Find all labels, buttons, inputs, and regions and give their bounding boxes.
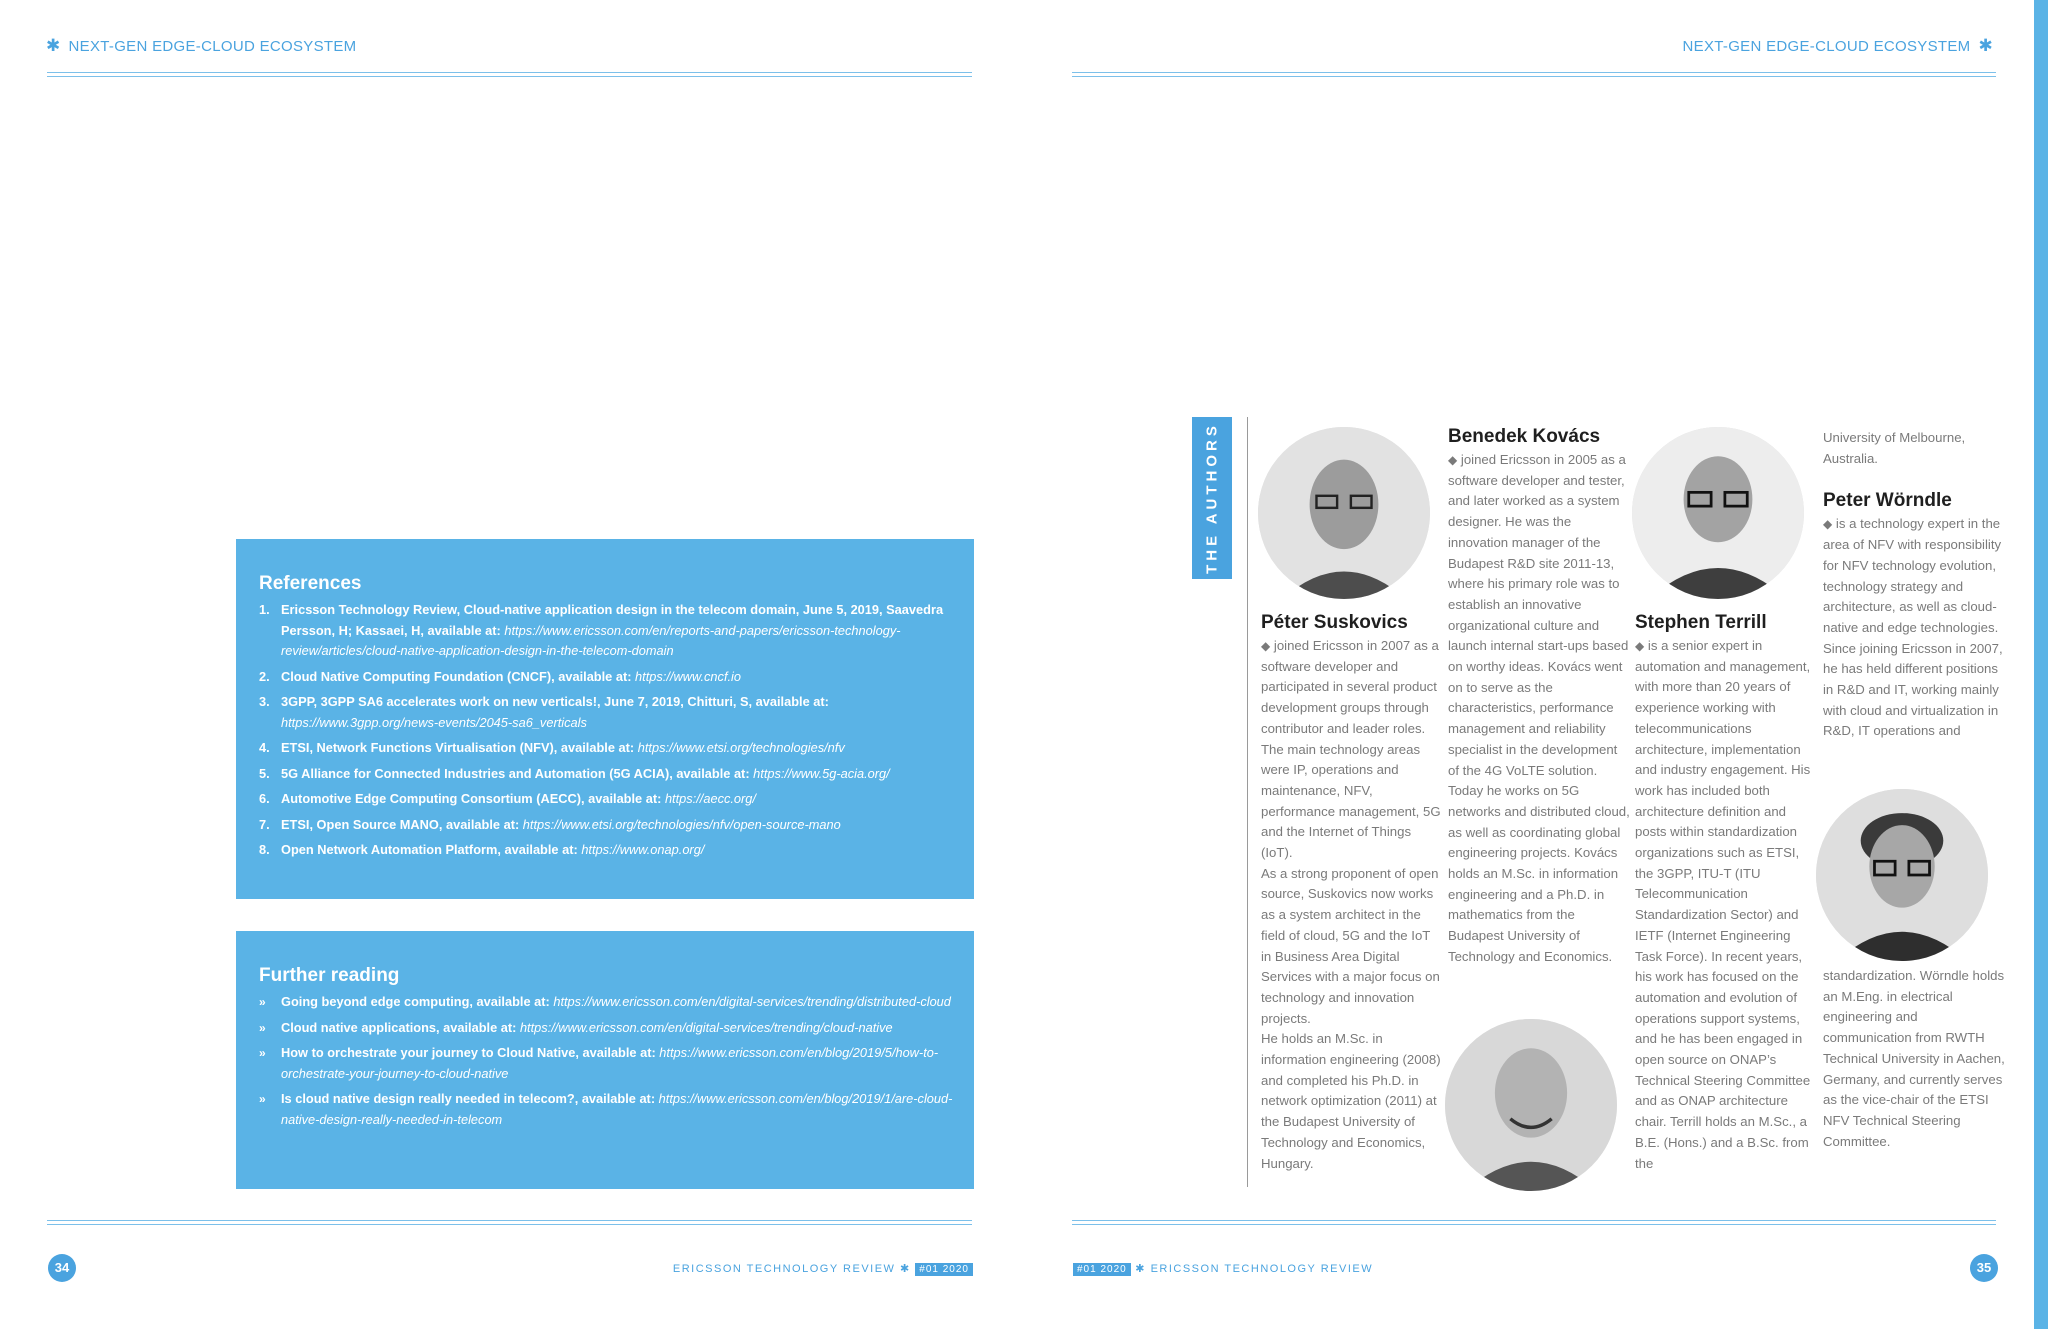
chevron-right-icon: » — [259, 1046, 264, 1060]
references-box — [236, 539, 974, 899]
further-reading-title: Further reading — [259, 965, 400, 986]
reference-number: 8. — [259, 842, 270, 857]
reference-link[interactable]: https://www.etsi.org/technologies/nfv — [637, 740, 845, 755]
reference-text: 3GPP, 3GPP SA6 accelerates work on new verticals!, June 7, 2019, Chitturi, S, available at: — [281, 694, 829, 709]
portrait-icon — [1445, 1019, 1617, 1191]
header-rule-right — [1072, 72, 1996, 73]
further-reading-text: Cloud native applications, available at: — [281, 1019, 520, 1035]
author-peter-worndle-continued — [1823, 966, 2005, 1152]
diamond-icon: ◆ — [1635, 639, 1645, 653]
header-rule-right-2 — [1072, 76, 1996, 77]
author-bio-3: He holds an M.Sc. in information engineering (2008) and completed his Ph.D. in network optimization (2011) at the Budapest University of Technology and Economics, Hungary. — [1261, 1031, 1441, 1171]
reference-link[interactable]: https://www.5g-acia.org/ — [753, 765, 890, 781]
author-name: Péter Suskovics — [1261, 612, 1408, 633]
footer-rule-right-2 — [1072, 1224, 1996, 1225]
authors-divider — [1247, 417, 1248, 1187]
author-bio-2: As a strong proponent of open source, Suskovics now works as a system architect in the field of cloud, 5G and the IoT in Business Area Digital Services with a major focus on technology and innovation projects. — [1261, 865, 1440, 1026]
reference-number: 5. — [259, 765, 270, 781]
chevron-right-icon: » — [259, 1020, 264, 1035]
asterisk-icon: ✱ — [1135, 1263, 1146, 1275]
reference-number: 1. — [259, 602, 270, 617]
photo-peter-worndle — [1816, 789, 1988, 961]
author-stephen-terrill — [1635, 611, 1817, 1174]
reference-item — [259, 789, 954, 810]
asterisk-icon: ✱ — [46, 36, 61, 55]
reference-text: ETSI, Open Source MANO, available at: — [281, 816, 523, 832]
further-reading-item — [259, 1089, 954, 1130]
issue-badge: #01 2020 — [915, 1263, 973, 1276]
further-reading-link[interactable]: https://www.ericsson.com/en/digital-services/trending/cloud-native — [519, 1019, 893, 1035]
reference-item — [259, 764, 954, 785]
diamond-icon: ◆ — [1448, 453, 1458, 467]
photo-benedek-kovacs — [1445, 1019, 1617, 1191]
page-number-left: 34 — [48, 1254, 76, 1282]
references-title: References — [259, 573, 362, 594]
issue-badge: #01 2020 — [1073, 1263, 1131, 1276]
reference-text: Ericsson Technology Review, Cloud-native application design in the telecom domain, June 5, 2019, Saavedra Persson, H; Kassaei, H, available at: — [281, 602, 944, 638]
reference-text: Automotive Edge Computing Consortium (AECC), available at: — [281, 791, 665, 806]
reference-link[interactable]: https://aecc.org/ — [664, 791, 756, 806]
portrait-icon — [1632, 427, 1804, 599]
photo-stephen-terrill — [1632, 427, 1804, 599]
footer-rule-left — [47, 1220, 972, 1221]
diamond-icon: ◆ — [1823, 517, 1833, 532]
author-bio: joined Ericsson in 2005 as a software developer and tester, and later worked as a system designer. He was the innovation manager of the Budapest R&D site 2011-13, where his primary role was to establish an innovative organizational culture and launch internal start-ups based on worthy ideas. Kovács went on to serve as the characteristics, performance management and reliability specialist in the development of the 4G VoLTE solution. Today he works on 5G networks and distributed cloud, as well as coordinating global engineering projects. Kovács holds an M.Sc. in information engineering and a Ph.D. in mathematics from the Budapest University of Technology and Economics. — [1448, 452, 1630, 964]
author-bio-pre: University of Melbourne, Australia. — [1823, 430, 1966, 466]
footer-rule-left-2 — [47, 1224, 972, 1225]
reference-text: Open Network Automation Platform, available at: — [281, 842, 582, 857]
further-reading-text: Is cloud native design really needed in telecom?, available at: — [281, 1091, 659, 1106]
author-bio: joined Ericsson in 2007 as a software developer and participated in several product development groups through contributor and leader roles. The main technology areas were IP, operations and maintenance, NFV, performance management, 5G and the Internet of Things (IoT). — [1261, 638, 1441, 861]
further-reading-link[interactable]: https://www.ericsson.com/en/blog/2019/5/how-to-orchestrate-your-journey-to-cloud-native — [281, 1045, 939, 1081]
authors-label: THE AUTHORS — [1203, 422, 1221, 574]
further-reading-item — [259, 1018, 954, 1039]
reference-item — [259, 692, 954, 733]
further-reading-box — [236, 931, 974, 1189]
further-reading-link[interactable]: https://www.ericsson.com/en/blog/2019/1/are-cloud-native-design-really-needed-in-telecom — [281, 1091, 953, 1127]
further-reading-link[interactable]: https://www.ericsson.com/en/digital-services/trending/distributed-cloud — [553, 994, 951, 1009]
reference-text: ETSI, Network Functions Virtualisation (NFV), available at: — [281, 740, 638, 755]
portrait-icon — [1258, 427, 1430, 599]
reference-number: 3. — [259, 694, 270, 709]
reference-link[interactable]: https://www.ericsson.com/en/reports-and-papers/ericsson-technology-review/articles/cloud-native-application-design-in-the-telecom-domain — [281, 622, 901, 658]
page-edge-strip — [2034, 0, 2048, 1329]
asterisk-icon: ✱ — [1978, 36, 1993, 55]
reference-text: 5G Alliance for Connected Industries and Automation (5G ACIA), available at: — [281, 765, 754, 781]
reference-item — [259, 667, 954, 688]
author-peter-worndle — [1823, 428, 2005, 742]
reference-link[interactable]: https://www.cncf.io — [635, 668, 742, 684]
reference-number: 2. — [259, 668, 270, 684]
further-reading-item — [259, 1043, 954, 1084]
header-rule-left-2 — [47, 76, 972, 77]
author-name: Benedek Kovács — [1448, 426, 1601, 447]
author-name: Stephen Terrill — [1635, 612, 1767, 633]
footer-rule-right — [1072, 1220, 1996, 1221]
reference-text: Cloud Native Computing Foundation (CNCF), available at: — [281, 668, 636, 684]
reference-item — [259, 738, 954, 759]
author-bio: is a technology expert in the area of NFV with responsibility for NFV technology evolution, technology strategy and architecture, as well as cloud-native and edge technologies. Since joining Ericsson in 2007, he has held different positions in R&D and IT, working mainly with cloud and virtualization in R&D, IT operations and — [1823, 516, 2003, 739]
further-reading-list — [259, 992, 954, 1135]
left-running-header: ✱ NEXT-GEN EDGE-CLOUD ECOSYSTEM — [46, 36, 357, 55]
header-rule-left — [47, 72, 972, 73]
reference-number: 6. — [259, 791, 270, 806]
further-reading-item — [259, 992, 954, 1013]
chevron-right-icon: » — [259, 1092, 264, 1106]
diamond-icon: ◆ — [1261, 639, 1271, 653]
reference-link[interactable]: https://www.3gpp.org/news-events/2045-sa6_verticals — [281, 714, 587, 730]
footer-left: ERICSSON TECHNOLOGY REVIEW ✱ #01 2020 — [673, 1262, 973, 1275]
reference-link[interactable]: https://www.etsi.org/technologies/nfv/open-source-mano — [522, 816, 841, 832]
portrait-icon — [1816, 789, 1988, 961]
reference-link[interactable]: https://www.onap.org/ — [581, 842, 705, 857]
footer-right: #01 2020 ✱ ERICSSON TECHNOLOGY REVIEW — [1073, 1262, 1373, 1275]
reference-item — [259, 600, 954, 662]
author-bio-2: standardization. Wörndle holds an M.Eng. in electrical engineering and communication from RWTH Technical University in Aachen, Germany, and currently serves as the vice-chair of the ETSI NFV Technical Steering Committee. — [1823, 968, 2005, 1149]
author-bio: is a senior expert in automation and management, with more than 20 years of experience working with telecommunications architecture, implementation and industry engagement. His work has included both architecture definition and posts within standardization organizations such as ETSI, the 3GPP, ITU-T (ITU Telecommunication Standardization Sector) and IETF (Internet Engineering Task Force). In recent years, his work has focused on the automation and evolution of operations support systems, and he has been engaged in open source on ONAP’s Technical Steering Committee and as ONAP architecture chair. Terrill holds an M.Sc., a B.E. (Hons.) and a B.Sc. from the — [1635, 638, 1811, 1171]
asterisk-icon: ✱ — [900, 1263, 911, 1275]
reference-number: 4. — [259, 740, 270, 755]
page-number-right: 35 — [1970, 1254, 1998, 1282]
right-running-header: NEXT-GEN EDGE-CLOUD ECOSYSTEM ✱ — [1682, 36, 1993, 55]
references-list — [259, 600, 954, 866]
further-reading-text: How to orchestrate your journey to Cloud Native, available at: — [281, 1045, 660, 1060]
reference-item — [259, 840, 954, 861]
reference-item — [259, 815, 954, 836]
author-peter-suskovics — [1261, 611, 1443, 1174]
chevron-right-icon: » — [259, 995, 264, 1009]
author-benedek-kovacs — [1448, 425, 1630, 968]
further-reading-text: Going beyond edge computing, available at: — [281, 994, 554, 1009]
author-name: Peter Wörndle — [1823, 490, 1952, 512]
photo-peter-suskovics — [1258, 427, 1430, 599]
reference-number: 7. — [259, 816, 270, 832]
